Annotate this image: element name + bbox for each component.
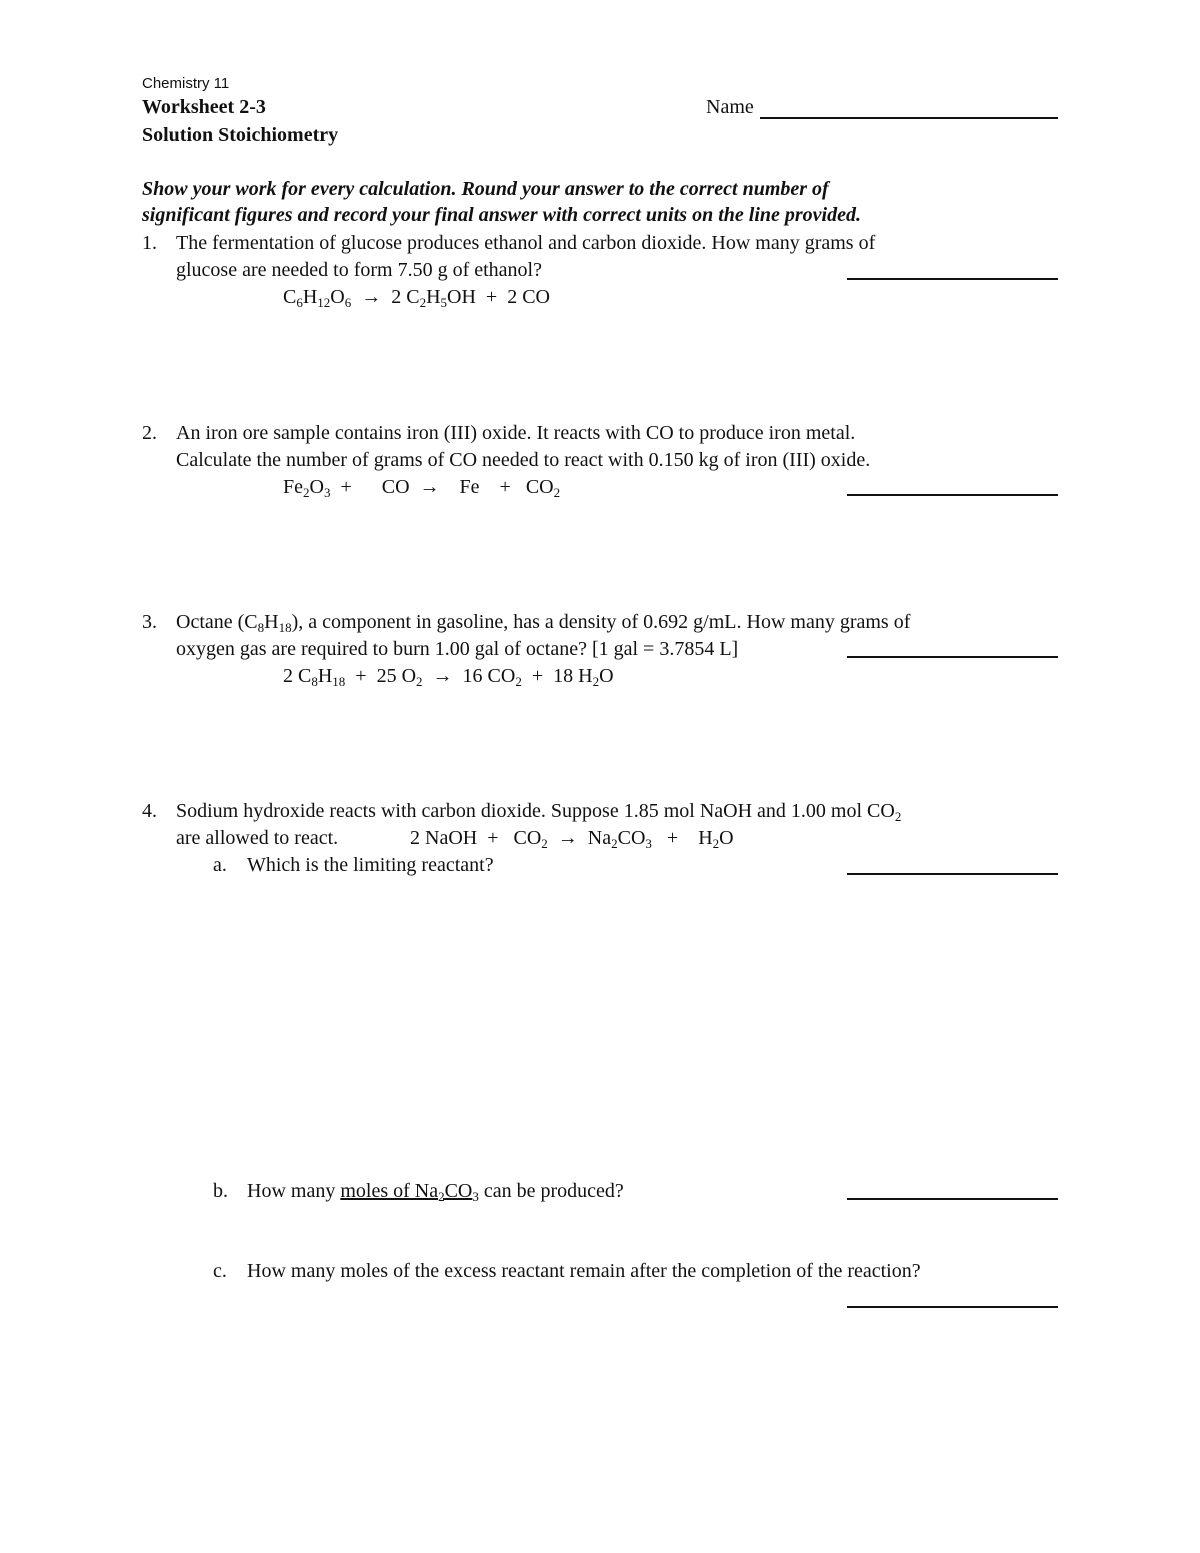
instructions-line-1: Show your work for every calculation. Round your answer to the correct number of — [142, 178, 829, 200]
q2-equation: $Fe_2O_3$ + CO → Fe + $CO_2$ — [283, 476, 561, 500]
reaction-arrow-icon: → — [361, 286, 382, 308]
q4c-text: How many moles of the excess reactant remain after the completion of the reaction? — [247, 1260, 921, 1282]
q4-equation: 2 NaOH + $CO_2 \to Na_2CO_3$ + $H_2O$ — [410, 827, 734, 851]
q4a-text: Which is the limiting reactant? — [247, 854, 494, 876]
q2-number: 2. — [142, 422, 157, 444]
q4a-answer-line[interactable] — [847, 873, 1058, 875]
q4c-label: c. — [213, 1260, 227, 1282]
q1-equation: $C_6H_{12}O_6 \to 2$ $C_2H_5OH + 2$ CO — [283, 286, 550, 310]
q4a-label: a. — [213, 854, 227, 876]
q1-answer-line[interactable] — [847, 278, 1058, 280]
worksheet-title: Worksheet 2-3 — [142, 96, 266, 118]
q1-text-line-1: The fermentation of glucose produces ethanol and carbon dioxide. How many grams of — [176, 232, 876, 254]
q4b-text: How many moles of $Na_2CO_3$ can be produced? — [247, 1180, 624, 1204]
reaction-arrow-icon: → — [432, 665, 453, 687]
q2-text-line-2: Calculate the number of grams of CO needed to react with 0.150 kg of iron (III) oxide. — [176, 449, 871, 471]
reaction-arrow-icon: → — [419, 476, 440, 498]
q3-number: 3. — [142, 611, 157, 633]
q3-text-line-2: oxygen gas are required to burn 1.00 gal of octane? [1 gal = 3.7854 L] — [176, 638, 739, 660]
q3-equation: 2 $C_8H_{18} + 25$ $O_2 \to 16$ $CO_2 + 18$ $H_2O$ — [283, 665, 614, 689]
q4-text-line-1: Sodium hydroxide reacts with carbon dioxide. Suppose 1.85 mol NaOH and 1.00 mol $CO_2$ — [176, 800, 902, 824]
q1-text-line-2: glucose are needed to form 7.50 g of ethanol? — [176, 259, 542, 281]
name-label: Name — [706, 96, 754, 118]
q3-text-line-1: Octane $(C_8H_{18})$, a component in gasoline, has a density of 0.692 g/mL. How many grams of — [176, 611, 911, 635]
q3-answer-line[interactable] — [847, 656, 1058, 658]
name-answer-line[interactable] — [760, 117, 1058, 119]
worksheet-topic: Solution Stoichiometry — [142, 124, 339, 146]
q2-answer-line[interactable] — [847, 494, 1058, 496]
q4-text-line-2: are allowed to react. — [176, 827, 339, 849]
q4-number: 4. — [142, 800, 157, 822]
q2-text-line-1: An iron ore sample contains iron (III) oxide. It reacts with CO to produce iron metal. — [176, 422, 856, 444]
course-name: Chemistry 11 — [142, 75, 230, 92]
instructions-line-2: significant figures and record your final answer with correct units on the line provided. — [142, 204, 861, 226]
q1-number: 1. — [142, 232, 157, 254]
q4c-answer-line[interactable] — [847, 1306, 1058, 1308]
q4b-label: b. — [213, 1180, 228, 1202]
q4b-answer-line[interactable] — [847, 1198, 1058, 1200]
reaction-arrow-icon: → — [557, 827, 578, 849]
